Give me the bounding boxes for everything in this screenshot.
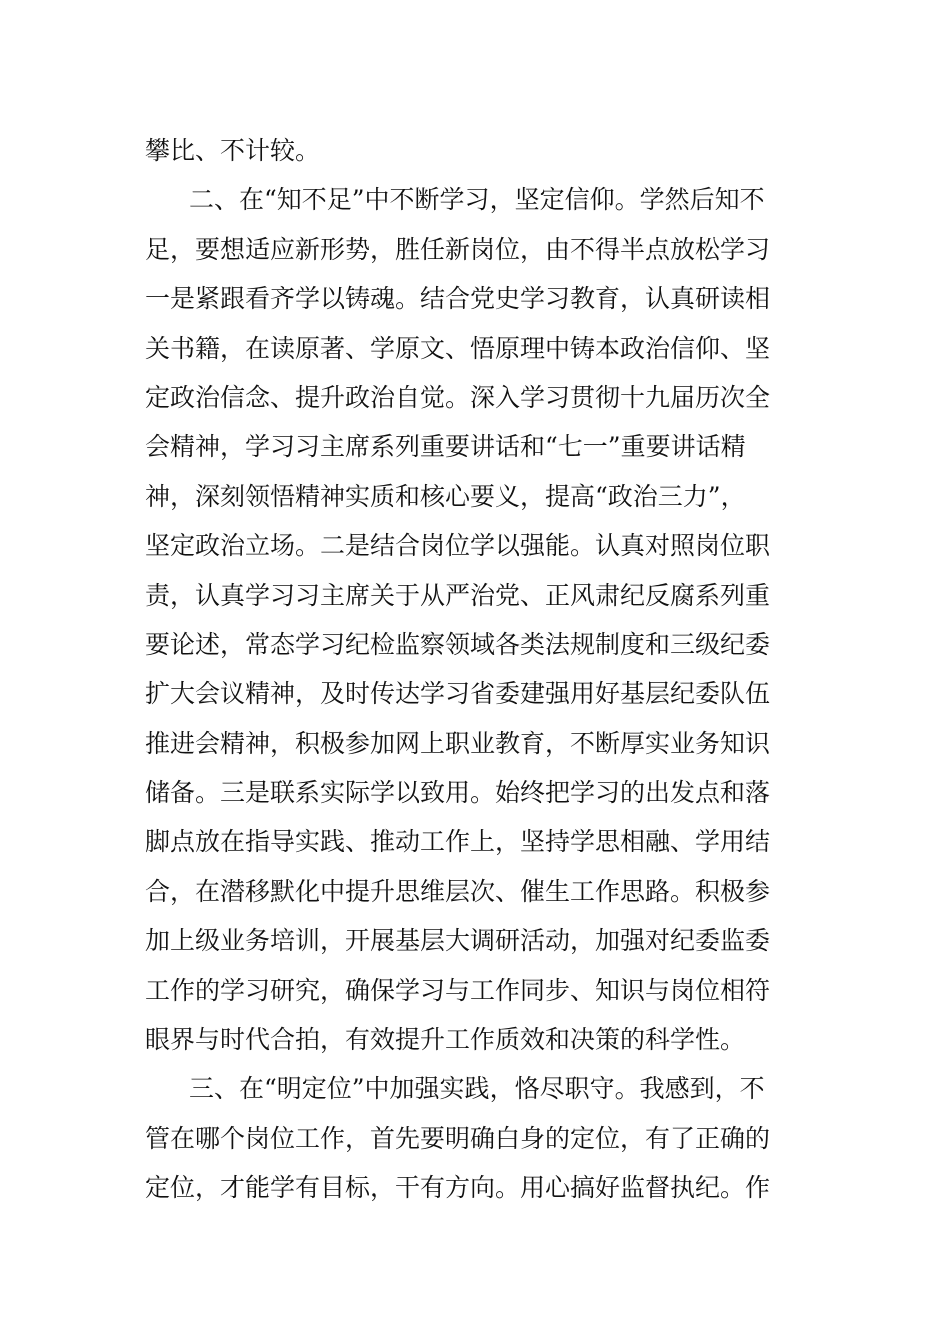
text-line: 眼界与时代合拍，有效提升工作质效和决策的科学性。: [145, 1025, 746, 1055]
text-line: 会精神，学习习主席系列重要讲话和“七一”重要讲话精: [145, 432, 746, 462]
text-line: 合，在潜移默化中提升思维层次、催生工作思路。积极参: [145, 876, 771, 906]
text-line: 要论述，常态学习纪检监察领域各类法规制度和三级纪委: [145, 629, 771, 659]
text-line: 推进会精神，积极参加网上职业教育，不断厚实业务知识: [145, 728, 771, 758]
text-line: 工作的学习研究，确保学习与工作同步、知识与岗位相符: [145, 975, 771, 1005]
text-line: 定政治信念、提升政治自觉。深入学习贯彻十九届历次全: [145, 382, 771, 412]
text-line: 神，深刻领悟精神实质和核心要义，提高“政治三力”，: [145, 481, 746, 511]
text-line: 加上级业务培训，开展基层大调研活动，加强对纪委监委: [145, 926, 771, 956]
text-line: 储备。三是联系实际学以致用。始终把学习的出发点和落: [145, 778, 771, 808]
text-line: 攀比、不计较。: [145, 136, 321, 165]
text-line: 脚点放在指导实践、推动工作上，坚持学思相融、学用结: [145, 827, 771, 857]
text-line: 管在哪个岗位工作，首先要明确白身的定位，有了正确的: [145, 1123, 771, 1153]
text-line: 坚定政治立场。二是结合岗位学以强能。认真对照岗位职: [145, 531, 771, 561]
text-line: 责，认真学习习主席关于从严治党、正风肃纪反腐系列重: [145, 580, 771, 610]
paragraph-start-line: 三、在“明定位”中加强实践，恪尽职守。我感到，不: [189, 1074, 765, 1104]
text-line: 关书籍，在读原著、学原文、悟原理中铸本政治信仰、坚: [145, 333, 771, 363]
text-line: 足，要想适应新形势，胜任新岗位，由不得半点放松学习: [145, 234, 771, 264]
document-body: [145, 126, 815, 1213]
paragraph-start-line: 二、在“知不足”中不断学习，坚定信仰。学然后知不: [189, 185, 765, 215]
text-line: 定位，才能学有目标，干有方向。用心搞好监督执纪。作: [145, 1173, 771, 1203]
text-line: 一是紧跟看齐学以铸魂。结合党史学习教育，认真研读相: [145, 284, 771, 314]
text-line: 扩大会议精神，及时传达学习省委建强用好基层纪委队伍: [145, 679, 771, 709]
